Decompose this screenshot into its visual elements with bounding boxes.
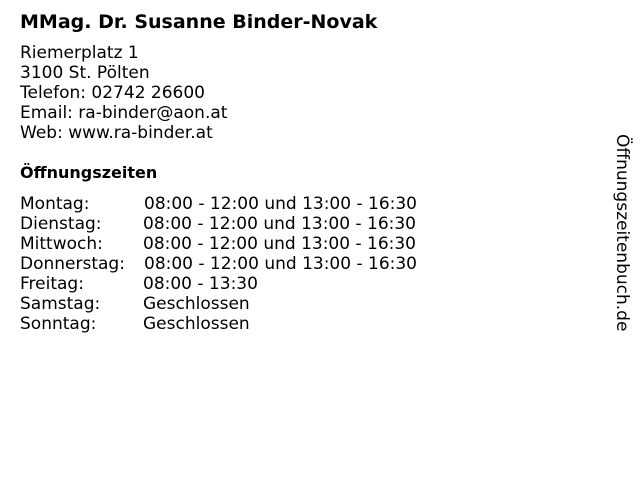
day-label: Sonntag: <box>20 314 97 334</box>
hours-value: 08:00 - 13:30 <box>143 274 258 294</box>
street-address: Riemerplatz 1 <box>20 43 139 63</box>
hours-value: Geschlossen <box>143 294 250 314</box>
day-label: Donnerstag: <box>20 254 125 274</box>
hours-value: 08:00 - 12:00 und 13:00 - 16:30 <box>144 254 417 274</box>
hours-value: Geschlossen <box>143 314 250 334</box>
business-title: MMag. Dr. Susanne Binder-Novak <box>20 11 378 33</box>
day-label: Dienstag: <box>20 214 102 234</box>
city-address: 3100 St. Pölten <box>20 63 150 83</box>
day-label: Mittwoch: <box>20 234 103 254</box>
day-label: Montag: <box>20 194 90 214</box>
hours-value: 08:00 - 12:00 und 13:00 - 16:30 <box>143 214 416 234</box>
site-brand-label: Öffnungszeitenbuch.de <box>612 134 632 332</box>
website-address: Web: www.ra-binder.at <box>20 123 213 143</box>
contact-block <box>20 43 227 143</box>
opening-hours-heading: Öffnungszeiten <box>20 163 158 182</box>
email-address: Email: ra-binder@aon.at <box>20 103 228 123</box>
phone-number: Telefon: 02742 26600 <box>20 83 205 103</box>
day-label: Freitag: <box>20 274 84 294</box>
hours-value: 08:00 - 12:00 und 13:00 - 16:30 <box>144 194 417 214</box>
day-label: Samstag: <box>20 294 101 314</box>
hours-value: 08:00 - 12:00 und 13:00 - 16:30 <box>143 234 416 254</box>
